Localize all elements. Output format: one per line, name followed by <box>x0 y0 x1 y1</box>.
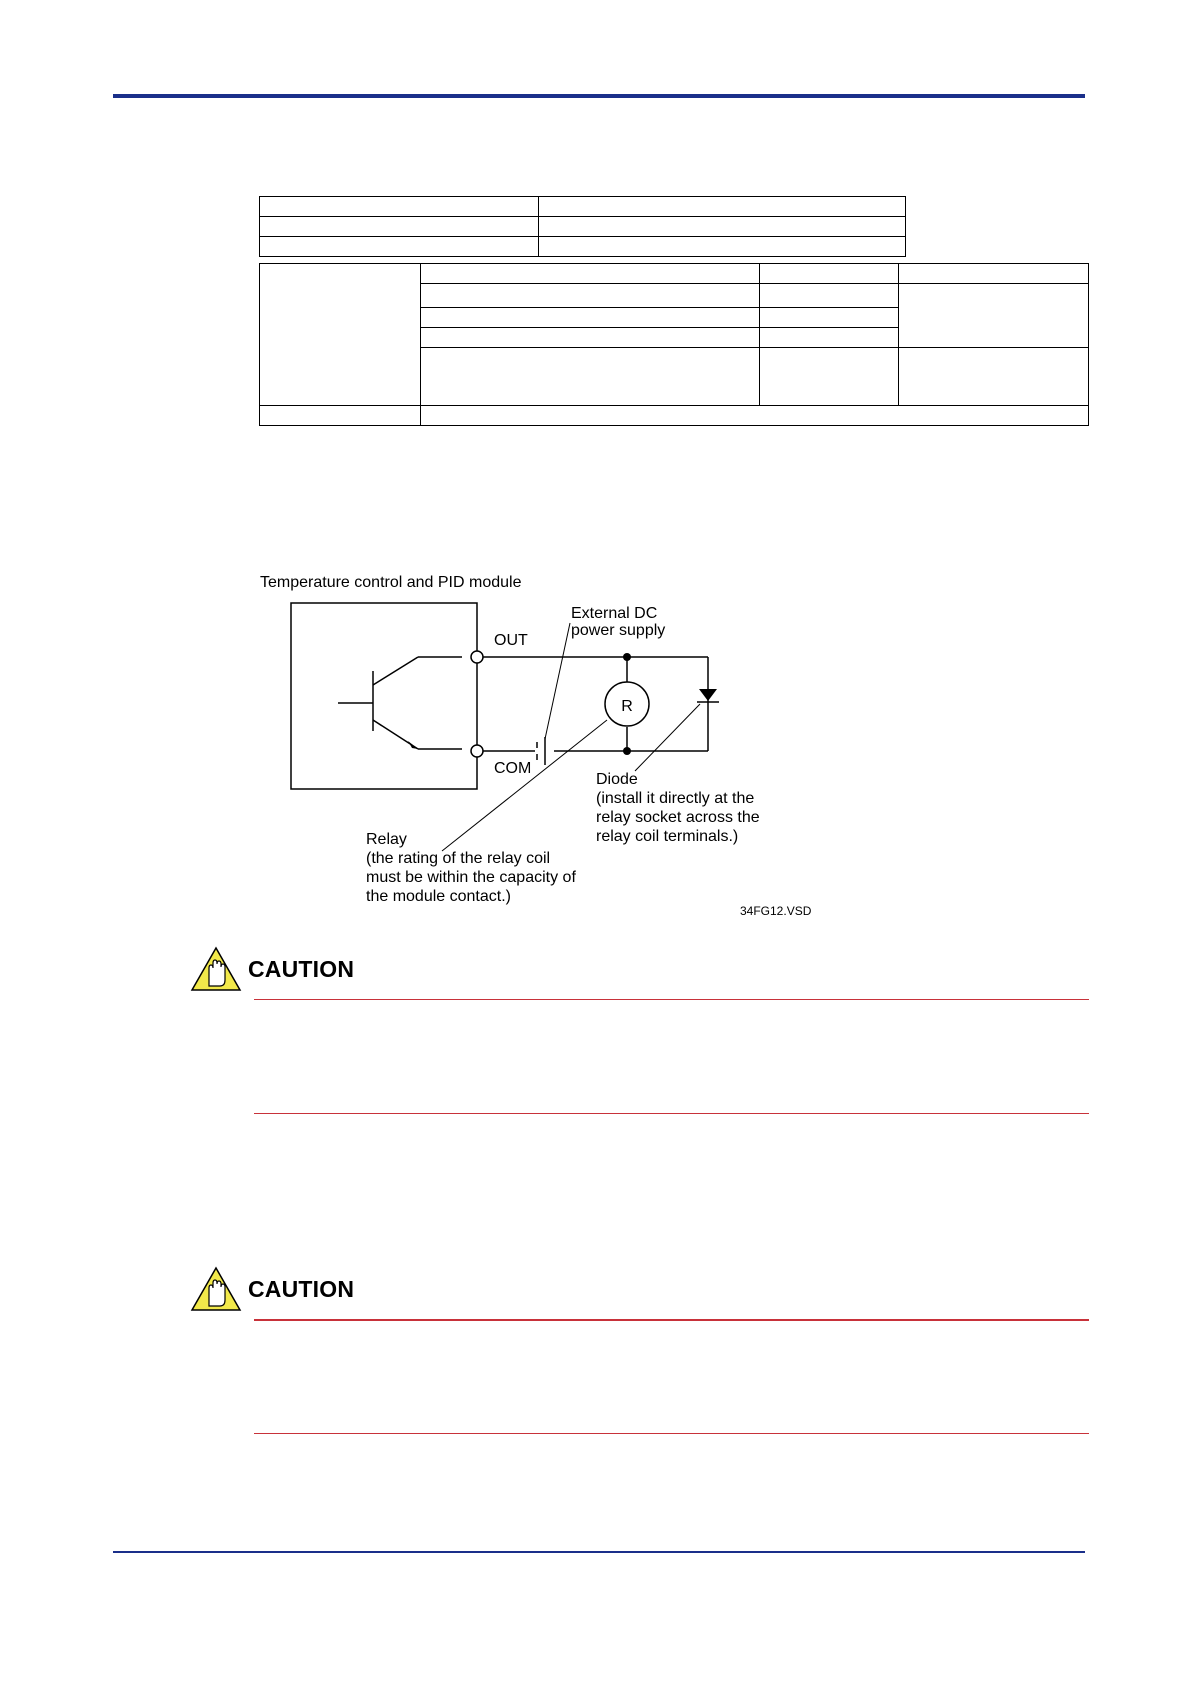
caution-rule <box>254 1319 1089 1321</box>
table-cell <box>760 284 899 308</box>
caution-block <box>190 946 1090 1010</box>
relay-label: Relay <box>366 831 407 848</box>
module-box <box>291 603 477 789</box>
caution-hand-icon <box>190 946 242 992</box>
external-dc-label: External DC <box>571 605 658 622</box>
table-cell <box>260 237 539 257</box>
relay-label: the module contact.) <box>366 888 511 905</box>
out-terminal <box>471 651 483 663</box>
diode-label: (install it directly at the <box>596 790 755 807</box>
caution-block <box>190 1266 1090 1330</box>
diode-label: Diode <box>596 771 638 788</box>
relay-wiring-diagram <box>240 565 840 925</box>
table-cell <box>421 328 760 348</box>
com-terminal <box>471 745 483 757</box>
junction-dot <box>623 747 631 755</box>
table-cell <box>421 264 760 284</box>
table-cell <box>260 197 539 217</box>
table-cell <box>760 264 899 284</box>
external-dc-label: power supply <box>571 622 666 639</box>
footer-rule <box>113 1551 1085 1553</box>
out-label: OUT <box>494 632 528 649</box>
diode-icon <box>699 689 717 701</box>
table-row <box>260 197 906 217</box>
caution-hand-icon <box>190 1266 242 1312</box>
caution-end-rule <box>254 1113 1089 1114</box>
table-cell <box>260 217 539 237</box>
table-cell <box>421 406 1089 426</box>
table-cell <box>539 197 906 217</box>
relay-label: (the rating of the relay coil <box>366 850 551 867</box>
spec-table-lower <box>259 263 1089 426</box>
table-cell <box>539 237 906 257</box>
relay-label: must be within the capacity of <box>366 869 576 886</box>
table-cell <box>539 217 906 237</box>
caution-rule <box>254 999 1089 1000</box>
table-cell <box>421 348 760 406</box>
table-cell <box>899 284 1089 348</box>
figure-file-id: 34FG12.VSD <box>740 904 812 918</box>
diode-label: relay coil terminals.) <box>596 828 739 845</box>
relay-symbol: R <box>621 698 633 715</box>
table-cell <box>421 308 760 328</box>
caution-title: CAUTION <box>248 1276 355 1302</box>
diode-label: relay socket across the <box>596 809 760 826</box>
header-rule <box>113 94 1085 98</box>
table-cell <box>421 284 760 308</box>
table-cell <box>760 348 899 406</box>
module-label: Temperature control and PID module <box>260 574 522 591</box>
table-cell <box>760 308 899 328</box>
table-cell <box>760 328 899 348</box>
table-cell <box>899 348 1089 406</box>
com-label: COM <box>494 760 532 777</box>
table-row <box>260 237 906 257</box>
circuit-wires <box>477 657 708 751</box>
junction-dot <box>623 653 631 661</box>
table-row <box>260 264 1089 284</box>
table-row <box>260 217 906 237</box>
table-cell <box>260 406 421 426</box>
transistor-symbol <box>338 657 462 749</box>
table-cell <box>260 264 421 406</box>
table-cell <box>899 264 1089 284</box>
caution-title: CAUTION <box>248 956 355 982</box>
caution-end-rule <box>254 1433 1089 1434</box>
spec-table-upper <box>259 196 906 257</box>
table-row <box>260 406 1089 426</box>
